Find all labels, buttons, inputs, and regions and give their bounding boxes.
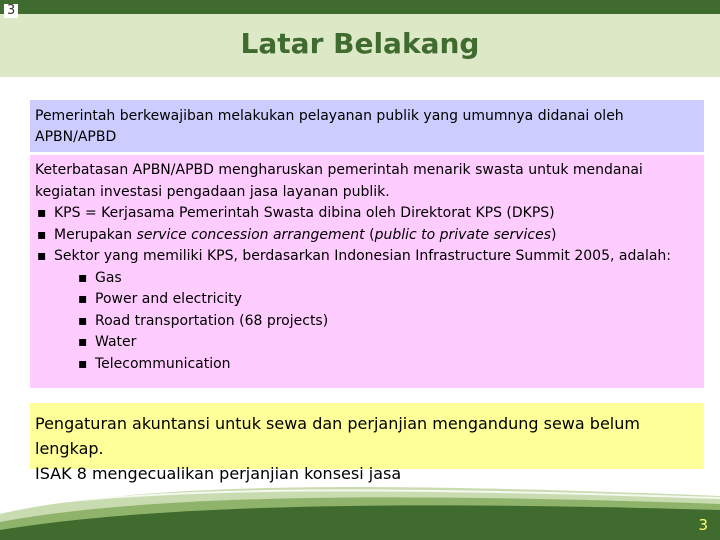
main-bullet-list <box>35 203 699 375</box>
footer-decoration <box>0 484 720 540</box>
box2-intro: Keterbatasan APBN/APBD mengharuskan pemerintah menarik swasta untuk mendanai kegiatan investasi pengadaan jasa layanan publik. <box>35 162 643 200</box>
text-box-accounting <box>30 403 704 483</box>
bullet-kps-text: KPS = Kerjasama Pemerintah Swasta dibina oleh Direktorat KPS (DKPS) <box>54 205 555 221</box>
bullet2-prefix: Merupakan <box>54 226 137 243</box>
page-number: 3 <box>698 516 708 534</box>
sector-item-water: ▪ Water <box>76 332 699 354</box>
sector-list <box>76 268 699 376</box>
header-bar <box>0 0 720 14</box>
bullet2-italic-term2: public to private services <box>374 226 552 243</box>
box3-line1: Pengaturan akuntansi untuk sewa dan perjanjian mengandung sewa belum lengkap. <box>35 414 640 458</box>
text-box-budget-limits <box>30 155 704 388</box>
corner-slide-number: 3 <box>4 4 18 18</box>
slide-title: Latar Belakang <box>240 27 480 60</box>
bullet2-suffix: ) <box>551 226 557 243</box>
sector-item-power: ▪ Power and electricity <box>76 289 699 311</box>
bullet-service-concession <box>35 225 699 247</box>
footer-wave-graphic <box>0 484 720 540</box>
sector-item-gas: ▪ Gas <box>76 268 699 290</box>
bullet2-italic-term: service concession arrangement <box>136 226 365 243</box>
text-box-public-service <box>30 100 704 152</box>
box3-line2: ISAK 8 mengecualikan perjanjian konsesi jasa <box>35 464 402 483</box>
bullet-kps <box>35 203 699 225</box>
bullet-sectors <box>35 246 699 375</box>
sector-item-road: ▪ Road transportation (68 projects) <box>76 311 699 333</box>
bullet-sectors-text: Sektor yang memiliki KPS, berdasarkan Indonesian Infrastructure Summit 2005, adalah: <box>54 248 671 264</box>
bullet2-mid: ( <box>364 226 375 243</box>
sector-item-telecom: ▪ Telecommunication <box>76 354 699 376</box>
box1-text: Pemerintah berkewajiban melakukan pelayanan publik yang umumnya didanai oleh APBN/APBD <box>35 108 624 145</box>
